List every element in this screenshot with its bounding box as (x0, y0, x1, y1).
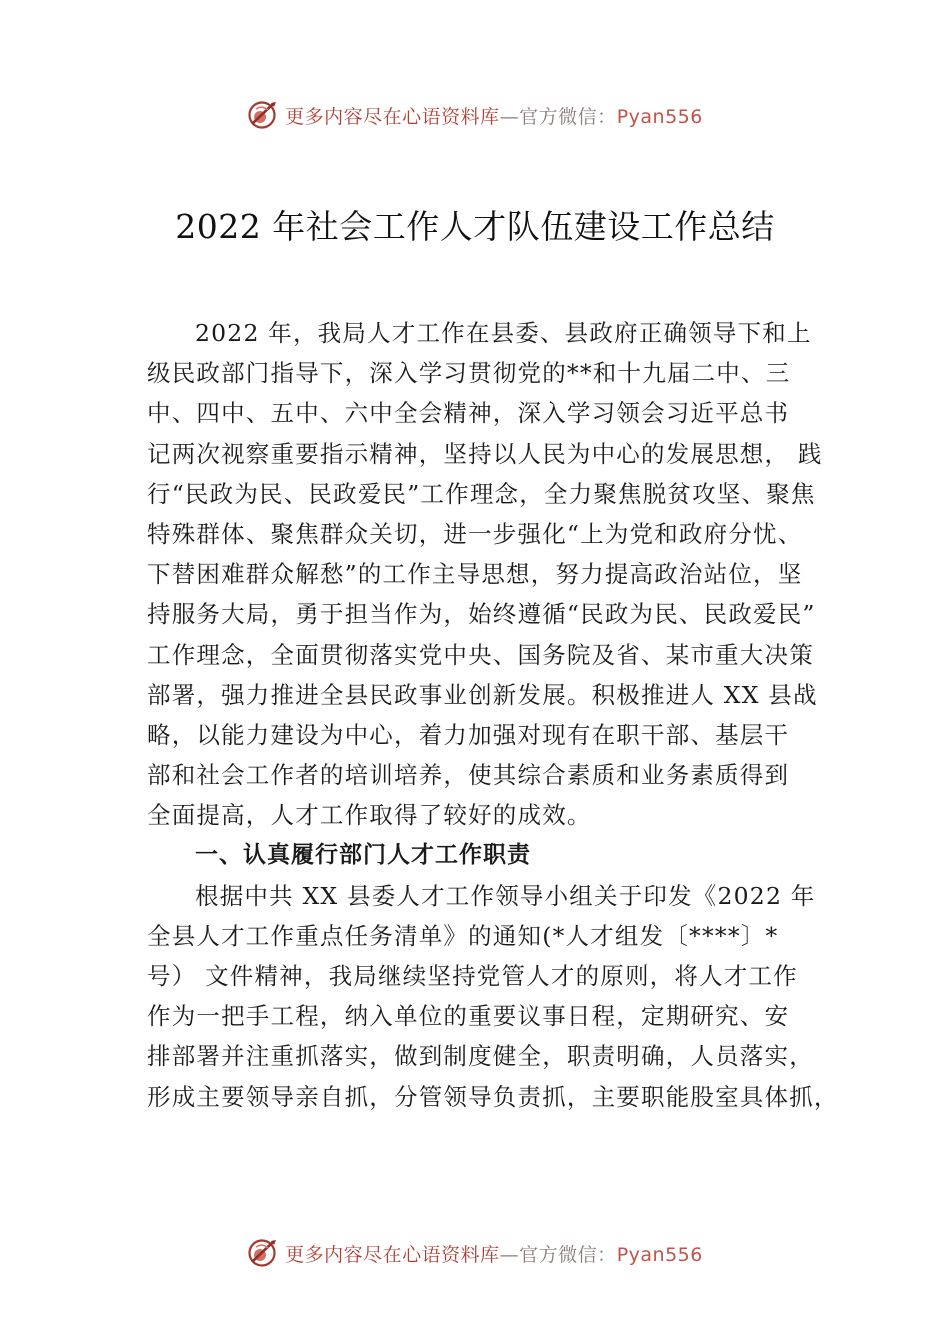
paragraph-line: 根据中共 XX 县委人才工作领导小组关于印发《2022 年 (195, 881, 816, 910)
header-watermark-banner (0, 95, 950, 135)
watermark-id-text: Pyan556 (616, 105, 703, 128)
paragraph-line: 级民政部门指导下，深入学习贯彻党的**和十九届二中、三 (147, 359, 791, 388)
paragraph-line: 形成主要领导亲自抓，分管领导负责抓，主要职能股室具体抓， (147, 1082, 839, 1111)
watermark-text (285, 1240, 703, 1267)
paragraph-line: 全县人才工作重点任务清单》的通知(*人才组发〔****〕* (147, 921, 779, 950)
paragraph-line: 行“民政为民、民政爱民”工作理念，全力聚焦脱贫攻坚、聚焦 (147, 479, 816, 508)
logo-icon (247, 99, 279, 131)
watermark-sub-text: —官方微信： (499, 105, 617, 128)
paragraph-line: 作为一把手工程，纳入单位的重要议事日程，定期研究、安 (147, 1002, 790, 1031)
paragraph-line: 持服务大局，勇于担当作为，始终遵循“民政为民、民政爱民” (147, 600, 816, 629)
paragraph-line: 部署，强力推进全县民政事业创新发展。积极推进人 XX 县战 (147, 680, 818, 709)
watermark-main-text: 更多内容尽在心语资料库 (285, 1243, 500, 1266)
watermark-id-text: Pyan556 (616, 1243, 703, 1266)
section-heading: 一、认真履行部门人才工作职责 (195, 842, 531, 869)
document-body (147, 313, 839, 1117)
footer-watermark-banner (0, 1233, 950, 1273)
document-title: 2022 年社会工作人才队伍建设工作总结 (175, 207, 775, 246)
paragraph-line: 号） 文件精神，我局继续坚持党管人才的原则，将人才工作 (147, 962, 798, 990)
paragraph-line: 2022 年，我局人才工作在县委、县政府正确领导下和上 (195, 319, 812, 347)
paragraph-line: 特殊群体、聚焦群众关切，进一步强化“上为党和政府分忧、 (147, 519, 803, 548)
paragraph-line: 工作理念，全面贯彻落实党中央、国务院及省、某市重大决策 (147, 640, 814, 669)
watermark-main-text: 更多内容尽在心语资料库 (285, 105, 500, 128)
paragraph-line: 全面提高，人才工作取得了较好的成效。 (147, 801, 592, 830)
paragraph-line: 略，以能力建设为中心，着力加强对现有在职干部、基层干 (147, 720, 790, 749)
paragraph-line: 部和社会工作者的培训培养，使其综合素质和业务素质得到 (147, 761, 790, 790)
paragraph-line: 排部署并注重抓落实，做到制度健全，职责明确，人员落实， (147, 1042, 814, 1071)
paragraph-line: 下替困难群众解愁”的工作主导思想，努力提高政治站位，坚 (147, 560, 803, 589)
paragraph-line: 记两次视察重要指示精神，坚持以人民为中心的发展思想， 践 (147, 439, 823, 468)
paragraph-line: 中、四中、五中、六中全会精神，深入学习领会习近平总书 (147, 399, 790, 428)
watermark-text (285, 102, 703, 129)
watermark-sub-text: —官方微信： (499, 1243, 617, 1266)
logo-icon (247, 1237, 279, 1269)
